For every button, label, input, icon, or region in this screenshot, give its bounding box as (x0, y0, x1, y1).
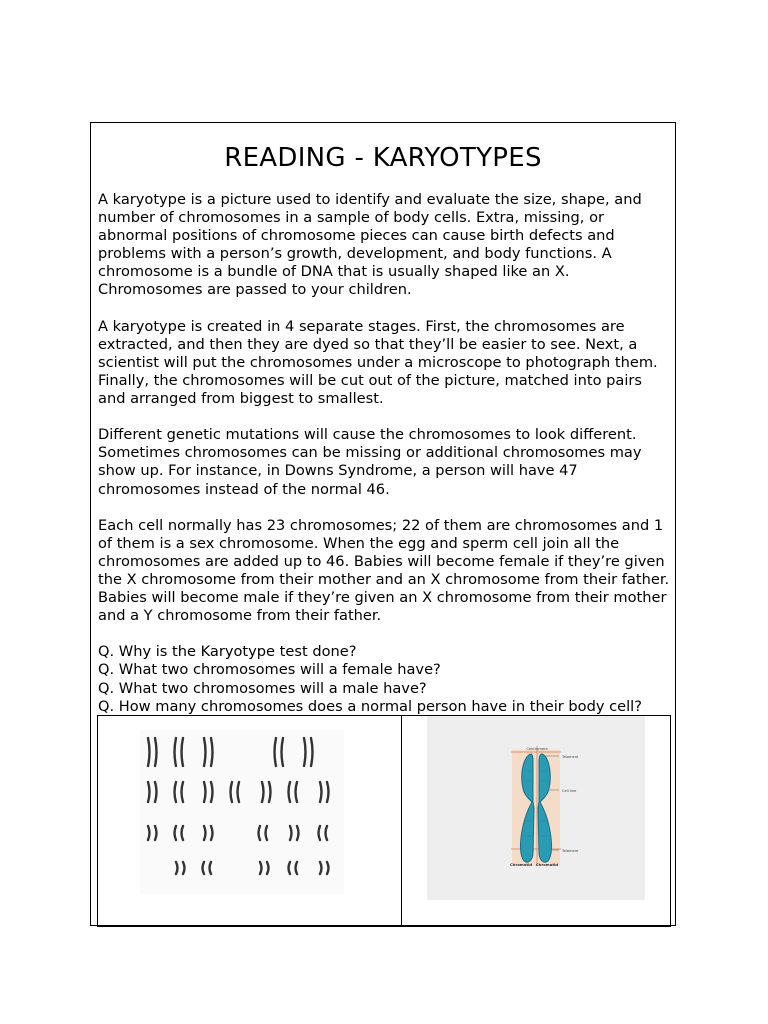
table-divider (401, 716, 402, 926)
label-right-3: Telomere (562, 849, 579, 853)
paragraph-definition: A karyotype is a picture used to identify and evaluate the size, shape, and number of chromosomes in a sample of body cells. Extra, missing, or abnormal positions of chromosome pieces can cause birth defects and problems with a person’s growth, development, and body functions. A chromosome is a bundle of DNA that is usually shaped like an X. Chromosomes are passed to your children. (98, 191, 642, 299)
paragraph-mutations: Different genetic mutations will cause the chromosomes to look different. Sometimes chromosomes can be missing or additional chromosomes may show up. For instance, in Downs Syndrome, a person will have 47 chromosomes instead of the normal 46. (98, 426, 642, 498)
label-right-1: Telomere (562, 755, 579, 759)
page-title: READING - KARYOTYPES (224, 143, 542, 173)
label-chromatid-left: Chromatid (509, 862, 533, 867)
paragraph-sex-chromosomes: Each cell normally has 23 chromosomes; 22 of them are chromosomes and 1 of them is a sex chromosome. When the egg and sperm cell join all the chromosomes are added up to 46. Babies will become female if they’re given the X chromosome from their mother and an X chromosome from their father. Babies will become male if they’re given an X chromosome from their mother and a Y chromosome from their father. (98, 516, 670, 625)
label-right-2: Cell line (562, 789, 577, 793)
label-centromere: Centromere (526, 747, 548, 751)
question-1: Q. Why is the Karyotype test done? (98, 643, 357, 661)
question-2: Q. What two chromosomes will a female have? (98, 661, 441, 679)
question-4: Q. How many chromosomes does a normal person have in their body cell? (98, 697, 642, 715)
paragraph-stages: A karyotype is created in 4 separate stages. First, the chromosomes are extracted, and then they are dyed so that they’ll be easier to see. Next, a scientist will put the chromosomes under a microscope to photograph them. Finally, the chromosomes will be cut out of the picture, matched into pairs and arranged from biggest to smallest. (98, 317, 658, 408)
label-chromatid-right: Chromatid (535, 862, 559, 867)
reading-worksheet (90, 122, 676, 926)
chromosome-diagram (427, 716, 645, 900)
reading-passage (98, 191, 672, 716)
karyotype-image (140, 730, 344, 894)
question-3: Q. What two chromosomes will a male have? (98, 679, 427, 697)
image-table (97, 715, 671, 927)
